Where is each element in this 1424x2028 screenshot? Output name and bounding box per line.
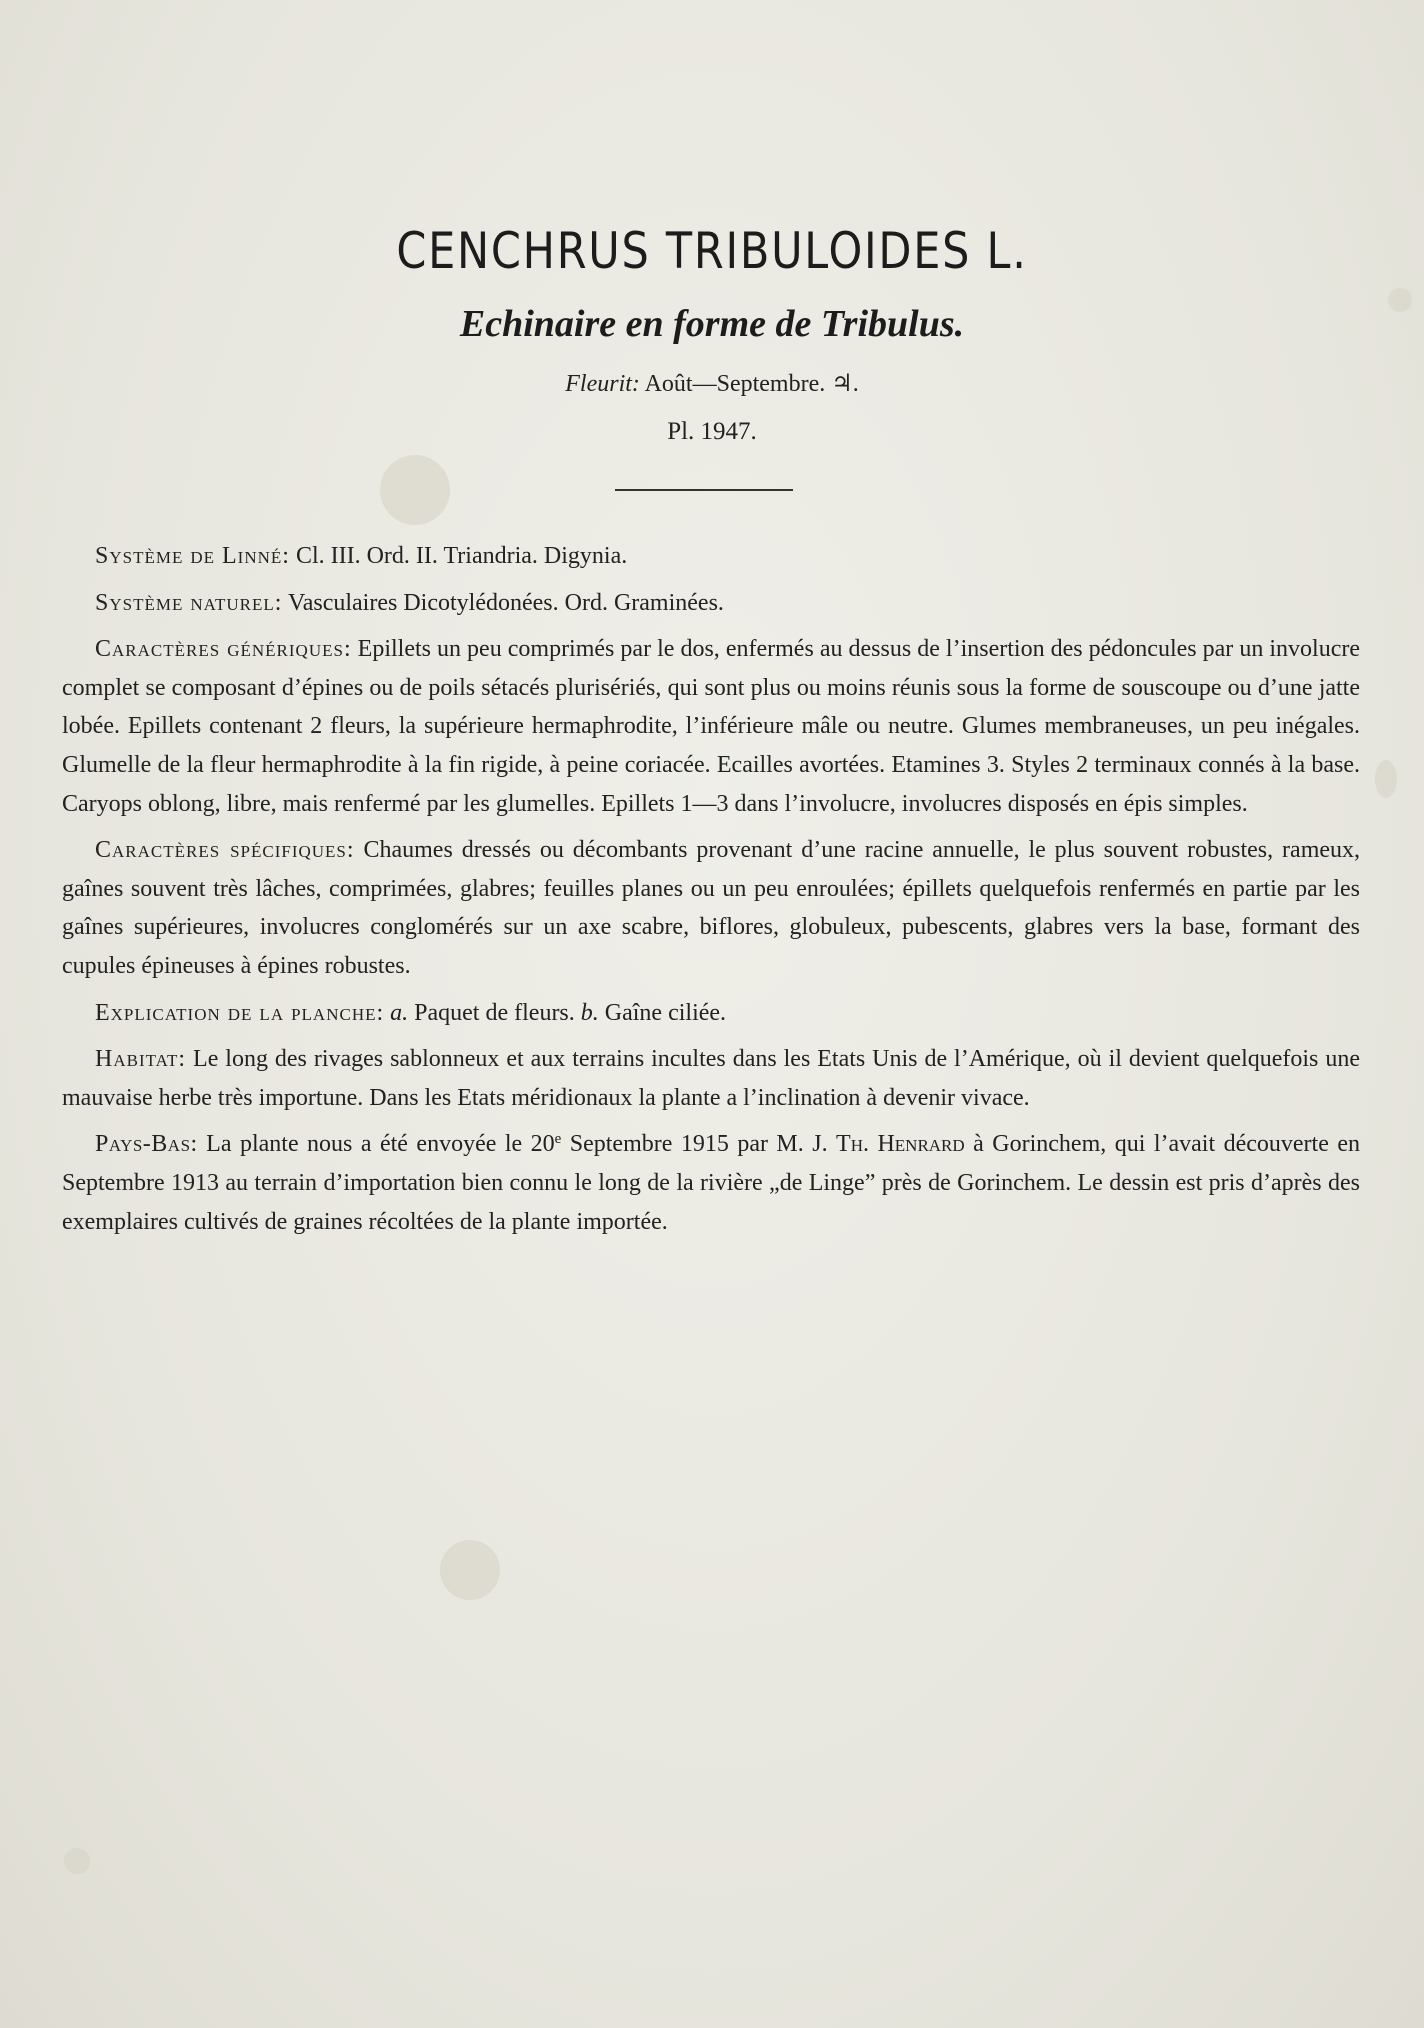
divider-rule xyxy=(615,489,793,491)
flowering-value: Août—Septembre. ♃. xyxy=(644,371,859,397)
section-explication xyxy=(62,994,1360,1033)
section-text: Vasculaires Dicotylédonées. Ord. Graminées. xyxy=(288,589,724,616)
page-title: CENCHRUS TRIBULOIDES L. xyxy=(396,222,1028,280)
page-subtitle: Echinaire en forme de Tribulus. xyxy=(459,303,965,345)
section-heading: Système de Linné: xyxy=(95,543,290,569)
paper-stain xyxy=(64,1848,90,1874)
section-heading: Explication de la planche: xyxy=(95,999,385,1026)
section-heading: Pays-Bas: xyxy=(95,1131,198,1158)
section-naturel xyxy=(62,584,1360,623)
section-habitat xyxy=(62,1040,1360,1117)
person-name: Th. Henrard xyxy=(836,1131,965,1158)
section-generiques xyxy=(62,630,1360,823)
superscript: e xyxy=(554,1131,562,1148)
section-linne xyxy=(62,537,1360,576)
section-text: Epillets un peu comprimés par le dos, enfermés au dessus de l’insertion des pédoncules par un involucre complet se composant d’épines ou de poils sétacés plurisériés, qui sont plus ou moins réunis sous la forme de souscoupe ou d’une jatte lobée. Epillets contenant 2 fleurs, la supérieure hermaphrodite, l’inférieure mâle ou neutre. Glumes membraneuses, un peu inégales. Glumelle de la fleur hermaphrodite à la fin rigide, à peine coriacée. Ecailles avortées. Etamines 3. Styles 2 terminaux connés à la base. Caryops oblong, libre, mais renfermé par les glumelles. Epillets 1—3 dans l’involucre, involucres disposés en épis simples. xyxy=(62,636,1360,817)
section-text: Chaumes dressés ou décombants provenant d’une racine annuelle, le plus souvent robustes, rameux, gaînes souvent très lâches, comprimées, glabres; feuilles planes ou un peu enroulées; épillets quelquefois renfermés en partie par les gaînes supérieures, involucres conglomérés sur un axe scabre, biflores, globuleux, pubescents, glabres vers la base, formant des cupules épineuses à épines robustes. xyxy=(62,837,1361,979)
section-text-part: b. xyxy=(580,999,599,1026)
flowering-line xyxy=(0,369,1424,398)
paper-stain xyxy=(380,455,450,525)
flowering-label: Fleurit: xyxy=(565,371,640,397)
plate-number: Pl. 1947. xyxy=(667,418,757,445)
section-specifiques xyxy=(62,831,1360,985)
section-pays-bas xyxy=(62,1125,1360,1241)
document-body xyxy=(62,537,1360,1249)
section-text-part: a. xyxy=(390,999,409,1026)
section-text: Le long des rivages sablonneux et aux terrains incultes dans les Etats Unis de l’Amérique, où il devient quelquefois une mauvaise herbe très importune. Dans les Etats méridionaux la plante a l’inclination à devenir vivace. xyxy=(62,1046,1360,1111)
paper-stain xyxy=(440,1540,500,1600)
section-text-part: à Gorinchem, qui l’avait découverte en Septembre 1913 au terrain d’importation bien connu le long de la rivière „de Linge” près de Gorinchem. Le dessin est pris d’après des exemplaires cultivés de graines récoltées de la plante importée. xyxy=(62,1131,1360,1235)
section-text-part: La plante nous a été envoyée le 20 xyxy=(206,1131,555,1158)
section-heading: Caractères génériques: xyxy=(95,636,352,663)
section-text: Cl. III. Ord. II. Triandria. Digynia. xyxy=(295,543,628,569)
section-heading: Caractères spécifiques: xyxy=(95,837,355,864)
section-heading: Habitat: xyxy=(95,1046,187,1073)
section-text-part: Septembre 1915 par M. J. xyxy=(561,1131,837,1158)
section-heading: Système naturel: xyxy=(95,589,283,616)
section-text-part: Paquet de fleurs. xyxy=(408,999,581,1026)
section-text-part: Gaîne ciliée. xyxy=(598,999,727,1026)
paper-stain xyxy=(1375,760,1397,798)
